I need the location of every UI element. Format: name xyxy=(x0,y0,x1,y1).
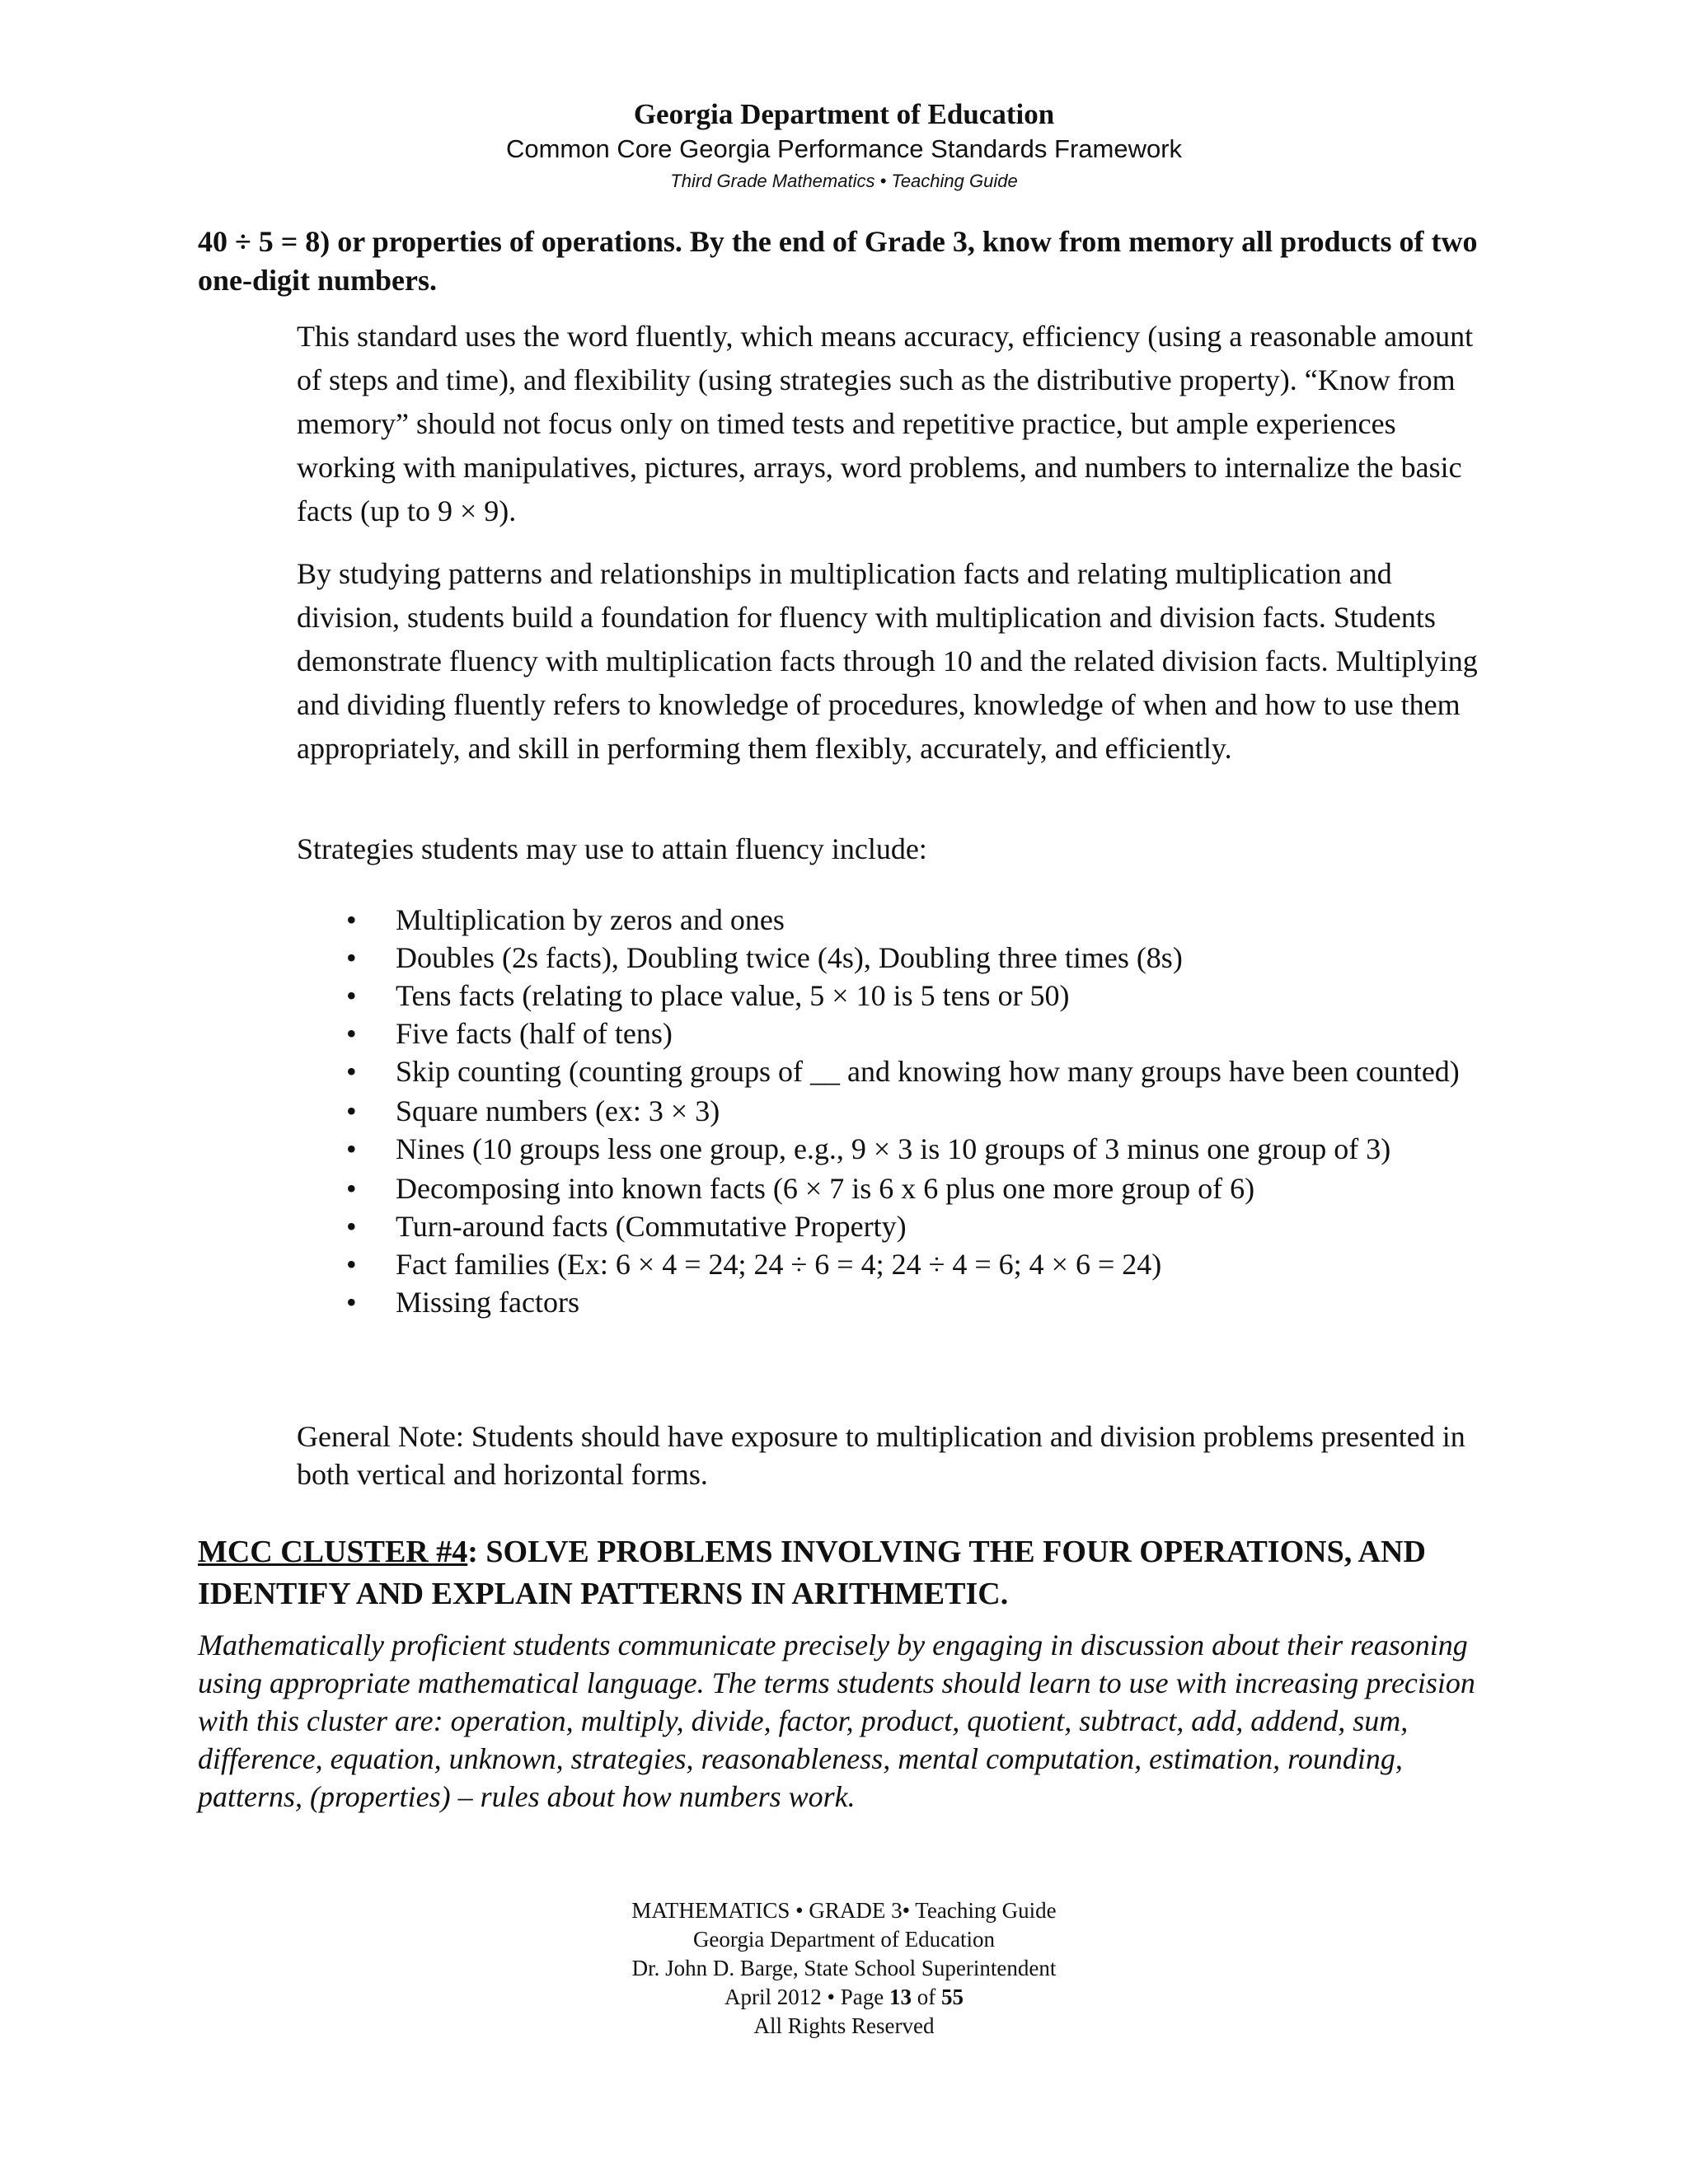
footer-rights: All Rights Reserved xyxy=(753,2013,935,2038)
list-item-text: Five facts (half of tens) xyxy=(396,1017,673,1050)
list-item xyxy=(346,977,1517,1015)
cluster-title: : SOLVE PROBLEMS INVOLVING THE FOUR OPERATIONS, AND IDENTIFY AND EXPLAIN PATTERNS IN ARITHMETIC. xyxy=(198,1535,1426,1611)
cluster-label: MCC CLUSTER #4 xyxy=(198,1535,468,1569)
footer-date: April 2012 • Page xyxy=(724,1985,889,2009)
list-item-text: Square numbers (ex: 3 × 3) xyxy=(396,1094,720,1127)
paragraph-fluency: This standard uses the word fluently, which means accuracy, efficiency (using a reasonable amount of steps and time), and flexibility (using strategies such as the distributive property). “Know from memory” should not focus only on timed tests and repetitive practice, but ample experiences working with manipulatives, pictures, arrays, word problems, and numbers to internalize the basic facts (up to 9 × 9). xyxy=(297,320,1474,527)
general-note: General Note: Students should have exposure to multiplication and division problems presented in both vertical and horizontal forms. xyxy=(297,1420,1465,1491)
list-item-text: Fact families (Ex: 6 × 4 = 24; 24 ÷ 6 = 4; 24 ÷ 4 = 6; 4 × 6 = 24) xyxy=(396,1248,1162,1281)
cluster-description: Mathematically proficient students communicate precisely by engaging in discussion about their reasoning using appropriate mathematical language. The terms students should learn to use with increasing precision with this cluster are: operation, multiply, divide, factor, product, quotient, subtract, add, addend, sum, difference, equation, unknown, strategies, reasonableness, mental computation, estimation, rounding, patterns, (properties) – rules about how numbers work. xyxy=(198,1629,1475,1813)
list-item-text: Multiplication by zeros and ones xyxy=(396,903,785,936)
footer-of: of xyxy=(911,1985,941,2009)
standard-lead-text: 40 ÷ 5 = 8) or properties of operations. By the end of Grade 3, know from memory all products of two one-digit numbers. xyxy=(198,225,1478,297)
page-number: 13 xyxy=(889,1985,912,2009)
bullet-icon: • xyxy=(346,979,357,1012)
bullet-icon: • xyxy=(346,1055,357,1088)
list-item-text: Decomposing into known facts (6 × 7 is 6 x 6 plus one more group of 6) xyxy=(396,1172,1255,1205)
list-item xyxy=(346,1283,1517,1321)
footer-subject: MATHEMATICS • GRADE 3• Teaching Guide xyxy=(631,1898,1057,1923)
list-item xyxy=(346,1169,1517,1207)
bullet-icon: • xyxy=(346,1210,357,1243)
list-item xyxy=(346,1052,1517,1090)
page-footer xyxy=(0,1896,1688,2041)
list-item xyxy=(346,1207,1517,1245)
list-item-text: Doubles (2s facts), Doubling twice (4s), Doubling three times (8s) xyxy=(396,941,1183,974)
header-organization: Georgia Department of Education xyxy=(633,98,1055,130)
header-framework: Common Core Georgia Performance Standards Framework xyxy=(505,134,1183,163)
footer-page-info xyxy=(0,1983,1688,2012)
footer-superintendent: Dr. John D. Barge, State School Superintendent xyxy=(631,1956,1057,1980)
strategies-list xyxy=(346,901,1517,1321)
list-item-text: Turn-around facts (Commutative Property) xyxy=(396,1210,907,1243)
bullet-icon: • xyxy=(346,1286,357,1319)
paragraph-strategies-intro: Strategies students may use to attain fluency include: xyxy=(297,832,927,865)
list-item xyxy=(346,901,1517,939)
bullet-icon: • xyxy=(346,941,357,974)
list-item-text: Nines (10 groups less one group, e.g., 9 × 3 is 10 groups of 3 minus one group of 3) xyxy=(396,1132,1391,1165)
bullet-icon: • xyxy=(346,1017,357,1050)
bullet-icon: • xyxy=(346,1172,357,1205)
list-item-text: Skip counting (counting groups of __ and knowing how many groups have been counted) xyxy=(396,1055,1460,1088)
list-item xyxy=(346,1015,1517,1052)
list-item xyxy=(346,1092,1517,1130)
bullet-icon: • xyxy=(346,1248,357,1281)
footer-organization: Georgia Department of Education xyxy=(692,1927,996,1952)
header-guide: Third Grade Mathematics • Teaching Guide xyxy=(670,171,1018,191)
page-total: 55 xyxy=(940,1985,964,2009)
bullet-icon: • xyxy=(346,903,357,936)
list-item-text: Missing factors xyxy=(396,1286,579,1319)
cluster-heading xyxy=(198,1531,1500,1615)
list-item xyxy=(346,1245,1517,1283)
bullet-icon: • xyxy=(346,1132,357,1165)
list-item xyxy=(346,1130,1517,1168)
page-header xyxy=(0,97,1688,196)
list-item xyxy=(346,939,1517,977)
list-item-text: Tens facts (relating to place value, 5 × 10 is 5 tens or 50) xyxy=(396,979,1070,1012)
bullet-icon: • xyxy=(346,1094,357,1127)
paragraph-patterns: By studying patterns and relationships in multiplication facts and relating multiplication and division, students build a foundation for fluency with multiplication and division facts. Students demonstrate fluency with multiplication facts through 10 and the related division facts. Multiplying and dividing fluently refers to knowledge of procedures, knowledge of when and how to use them appropriately, and skill in performing them flexibly, accurately, and efficiently. xyxy=(297,557,1478,765)
